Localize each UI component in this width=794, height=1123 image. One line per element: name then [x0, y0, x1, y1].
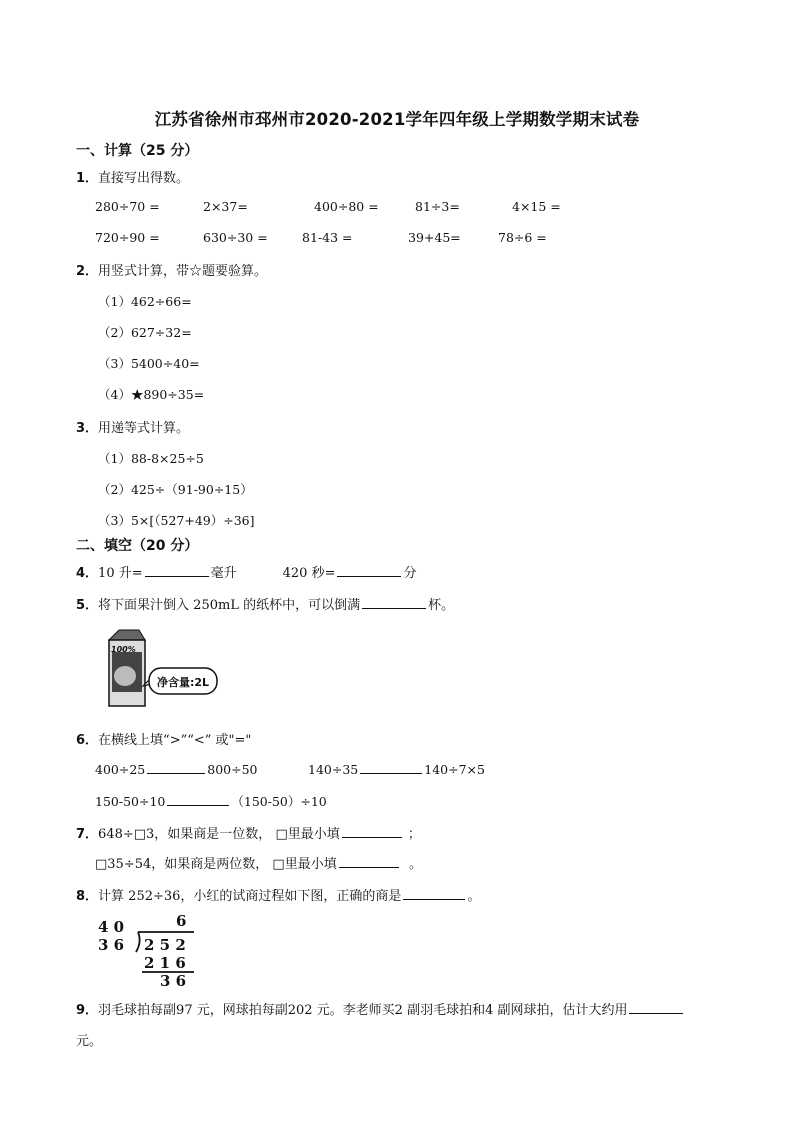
text-segment: 计算 252÷36，小红的试商过程如下图，正确的商是 [98, 889, 402, 904]
answer-blank[interactable] [360, 761, 422, 774]
question-5 [76, 594, 454, 613]
answer-blank[interactable] [167, 793, 229, 806]
question-6 [76, 729, 251, 748]
question-text: 在横线上填“>”“<” 或"=" [98, 733, 252, 748]
expr: 800÷50 [207, 762, 258, 777]
sub-item: （2）425÷（91-90÷15） [98, 482, 253, 497]
answer-blank[interactable] [339, 855, 399, 868]
text-segment: 648÷□3，如果商是一位数， [98, 827, 272, 842]
section-heading-fill: 二、填空（20 分） [76, 538, 199, 554]
compare-row-1b [308, 761, 485, 777]
question-number: 8． [76, 889, 99, 904]
sub-item: （1）88-8×25÷5 [98, 451, 204, 466]
text-segment: 420 秒= [282, 566, 336, 581]
text-segment: 10 升= [98, 566, 143, 581]
question-number: 3． [76, 421, 99, 436]
long-division-figure [96, 908, 206, 988]
text-segment: 杯。 [428, 598, 455, 613]
answer-blank[interactable] [403, 887, 465, 900]
calc-item: 4×15 = [512, 199, 561, 214]
expr: 140÷35 [308, 762, 359, 777]
question-number: 7． [76, 827, 99, 842]
sub-item: （1）462÷66= [98, 294, 192, 309]
question-text: 用递等式计算。 [98, 421, 190, 436]
question-number: 5． [76, 598, 99, 613]
expr: 140÷7×5 [424, 762, 485, 777]
calc-item: 39+45= [408, 230, 461, 245]
calc-item: 2×37= [203, 199, 248, 214]
compare-row-1 [95, 761, 258, 777]
question-7-line-2 [95, 853, 422, 872]
question-9 [76, 999, 685, 1018]
text-segment: ； [407, 827, 421, 842]
question-1 [76, 167, 189, 186]
compare-row-2 [95, 792, 327, 810]
question-number: 1． [76, 171, 99, 186]
expr: 150-50÷10 [95, 794, 166, 809]
question-8 [76, 885, 480, 904]
text-segment: 。 [408, 857, 422, 872]
calc-item: 400÷80 = [314, 199, 379, 214]
calc-item: 81÷3= [415, 199, 460, 214]
expr: （150-50）÷10 [231, 794, 327, 809]
question-number: 4． [76, 566, 99, 581]
calc-item: 78÷6 = [498, 230, 547, 245]
calc-item: 720÷90 = [95, 230, 160, 245]
remainder-text: 3 6 [160, 972, 187, 988]
question-number: 6． [76, 733, 99, 748]
section-heading-calc: 一、计算（25 分） [76, 143, 199, 159]
calc-item: 280÷70 = [95, 199, 160, 214]
page-title: 江苏省徐州市邳州市2020-2021学年四年级上学期数学期末试卷 [154, 110, 640, 129]
question-number: 2． [76, 264, 99, 279]
question-text: 直接写出得数。 [98, 171, 190, 186]
quotient-text: 6 [176, 912, 187, 930]
question-text: 用竖式计算，带☆题要验算。 [98, 264, 268, 279]
text-segment: □里最小填 [275, 827, 340, 842]
text-segment: □35÷54，如果商是两位数， [95, 857, 269, 872]
sub-item: （3）5×[（527+49）÷36] [98, 513, 255, 528]
product-text: 2 1 6 [144, 954, 186, 972]
text-segment: 毫升 [210, 566, 237, 581]
dividend-text: 2 5 2 [144, 936, 186, 954]
answer-blank[interactable] [362, 596, 426, 609]
juice-carton-image [103, 628, 223, 708]
carton-volume-label: 净含量:2L [156, 676, 210, 689]
question-2 [76, 260, 267, 279]
question-9-line-2: 元。 [76, 1034, 103, 1049]
trial-quotient-text: 4 0 [98, 918, 125, 936]
divisor-text: 3 6 [98, 936, 125, 954]
answer-blank[interactable] [147, 761, 205, 774]
answer-blank[interactable] [337, 564, 401, 577]
question-3 [76, 417, 189, 436]
answer-blank[interactable] [629, 1001, 683, 1014]
calc-item: 81-43 = [302, 230, 353, 245]
question-4 [76, 562, 417, 581]
text-segment: 分 [403, 566, 417, 581]
question-number: 9． [76, 1003, 99, 1018]
question-7 [76, 823, 421, 842]
text-segment: 。 [467, 889, 481, 904]
calc-item: 630÷30 = [203, 230, 268, 245]
answer-blank[interactable] [145, 564, 209, 577]
carton-brand-text: 100% [111, 645, 136, 654]
answer-blank[interactable] [342, 825, 402, 838]
text-segment: 将下面果汁倒入 250mL 的纸杯中，可以倒满 [98, 598, 361, 613]
text-segment: □里最小填 [272, 857, 337, 872]
text-segment: 羽毛球拍每副97 元，网球拍每副202 元。李老师买2 副羽毛球拍和4 副网球拍，估计大约用 [98, 1003, 628, 1018]
sub-item: （3）5400÷40= [98, 356, 200, 371]
sub-item: （4）★890÷35= [98, 387, 205, 402]
sub-item: （2）627÷32= [98, 325, 192, 340]
expr: 400÷25 [95, 762, 146, 777]
